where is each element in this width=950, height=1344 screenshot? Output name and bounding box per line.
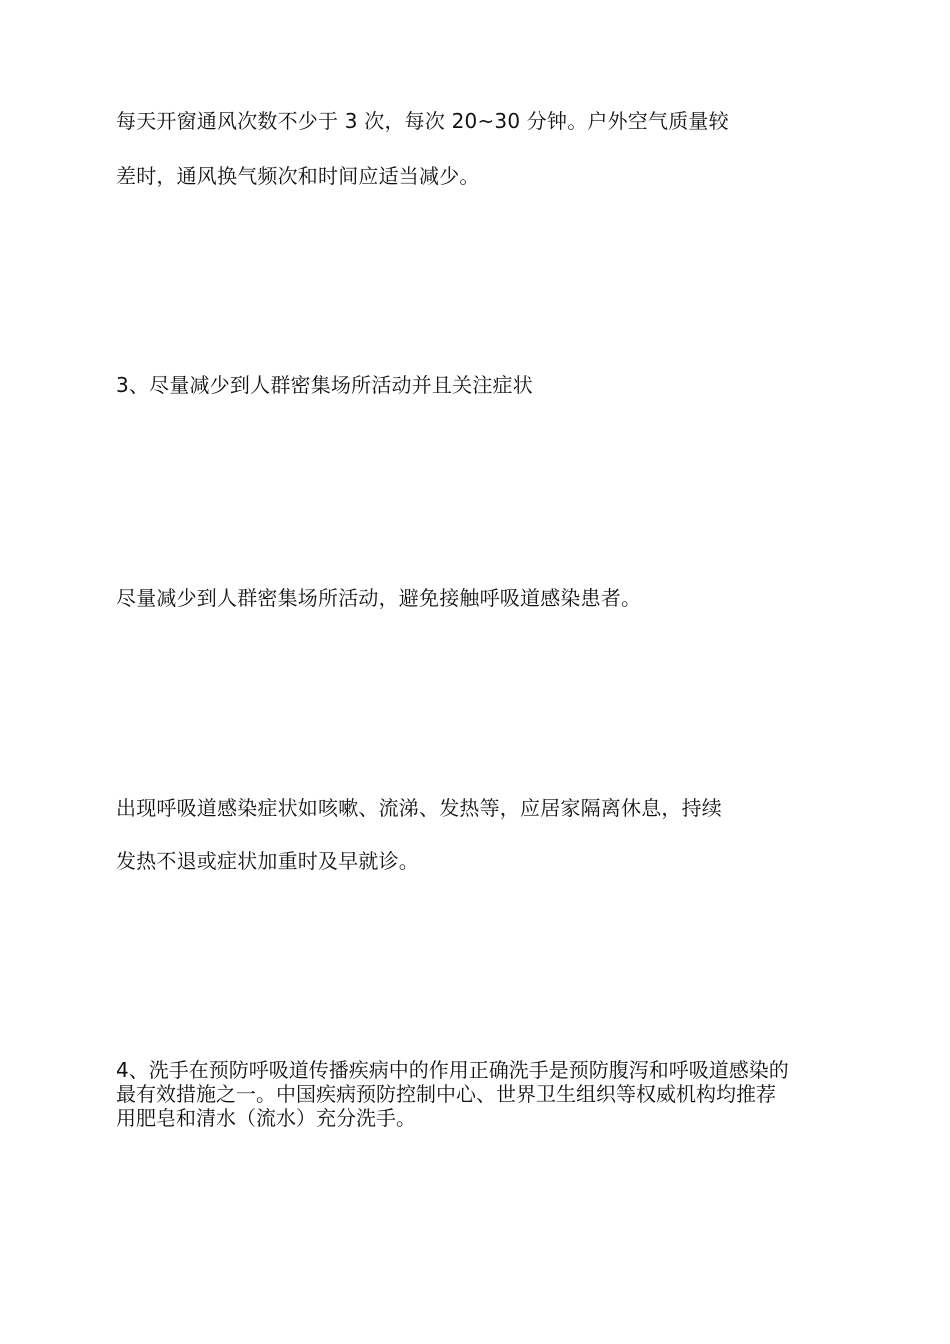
handwashing-line-2: 最有效措施之一。中国疾病预防控制中心、世界卫生组织等权威机构均推荐 <box>116 1082 776 1106</box>
handwashing-line-1: 4、洗手在预防呼吸道传播疾病中的作用正确洗手是预防腹泻和呼吸道感染的 <box>116 1058 789 1082</box>
section-4-handwashing-paragraph <box>116 1058 856 1130</box>
symptoms-paragraph-line-1: 出现呼吸道感染症状如咳嗽、流涕、发热等，应居家隔离休息，持续 <box>116 796 722 820</box>
ventilation-paragraph-line-2: 差时，通风换气频次和时间应适当减少。 <box>116 164 480 188</box>
ventilation-paragraph-line-1: 每天开窗通风次数不少于 3 次，每次 20~30 分钟。户外空气质量较 <box>116 109 729 133</box>
handwashing-line-3: 用肥皂和清水（流水）充分洗手。 <box>116 1106 416 1130</box>
avoid-crowds-paragraph: 尽量减少到人群密集场所活动，避免接触呼吸道感染患者。 <box>116 586 642 610</box>
symptoms-paragraph-line-2: 发热不退或症状加重时及早就诊。 <box>116 849 419 873</box>
section-3-heading: 3、尽量减少到人群密集场所活动并且关注症状 <box>116 373 533 397</box>
